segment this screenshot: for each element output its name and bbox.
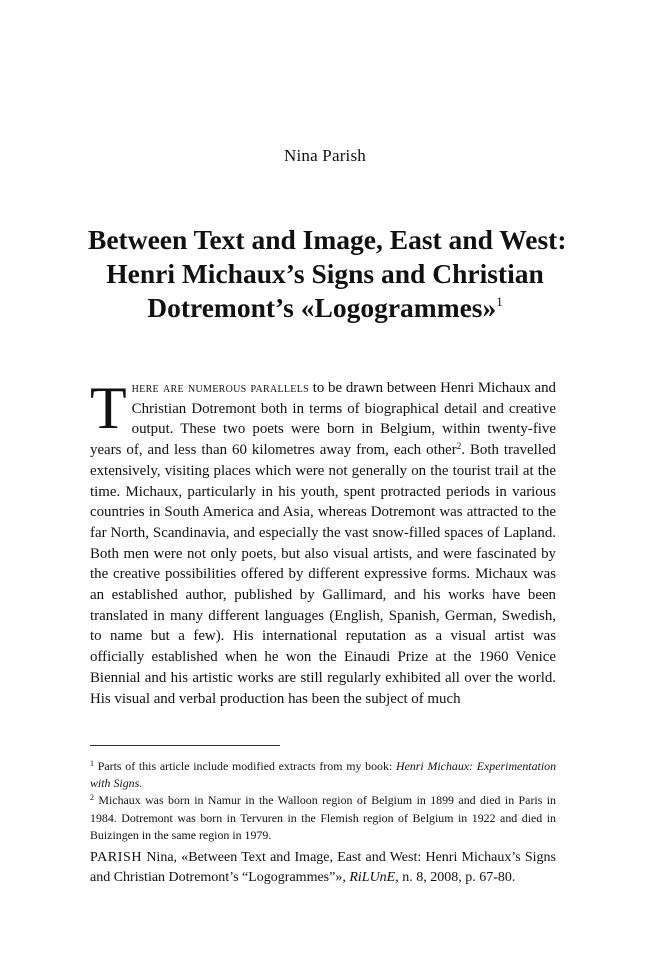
footnote-2 — [90, 792, 556, 844]
citation-journal: RiLUnE — [349, 869, 396, 885]
title-line-2: Henri Michaux’s Signs and Christian — [106, 258, 544, 289]
title-footnote-marker[interactable]: 1 — [496, 294, 503, 309]
title-line-1: Between Text and Image, East and West: — [88, 224, 567, 255]
footnote-2-mark: 2 — [90, 793, 94, 803]
footnote-1-book-title: Henri Michaux: Experimentation with Signs — [90, 759, 557, 791]
footnote-1 — [90, 758, 556, 792]
title-line-3-text: Dotremont’s «Logogrammes» — [147, 292, 497, 323]
body-text-part-1: to be drawn between Henri Michaux and Christian Dotremont both in terms of biographical detail and creative output. These two poets were born in Belgium, within twenty-five years of, and less than 60 kilometres away from, each other — [90, 380, 556, 459]
citation-text-before: Nina, «Between Text and Image, East and West: Henri Michaux’s Signs and Christian Dotremont’s “Logogrammes”», — [90, 850, 556, 885]
article-title — [88, 223, 567, 330]
citation — [90, 848, 556, 887]
author-name: Nina Parish — [284, 146, 366, 165]
footnote-1-text: Parts of this article include modified extracts from my book: — [94, 759, 396, 773]
lead-in-smallcaps: here are numerous parallels — [131, 380, 309, 396]
body-text-part-2: . Both travelled extensively, visiting places which were not generally on the tourist trail at the time. Michaux, particularly in his youth, spent protracted periods in various countries in South America and Asia, whereas Dotremont was attracted to the far North, Scandinavia, and especially the vast snow-filled spaces of Lapland. Both men were not only poets, but also visual artists, and were fascinated by the creative possibilities offered by different expressive forms. Michaux was an established author, published by Gallimard, and his works have been translated in many different languages (English, Spanish, German, Swedish, to name but a few). His international reputation as a visual artist was officially established when he won the Einaudi Prize at the 1960 Venice Biennial and his artistic works are still regularly exhibited all over the world. His visual and verbal production has been the subject of much — [90, 442, 556, 707]
footnote-divider — [90, 745, 280, 746]
title-line-3 — [88, 291, 562, 330]
body-paragraph — [90, 375, 556, 709]
footnote-2-text: Michaux was born in Namur in the Walloon region of Belgium in 1899 and died in Paris in 1984. Dotremont was born in Tervuren in the Flemish region of Belgium in 1922 and died in Buizingen in the same region in 1979. — [90, 793, 556, 842]
footnote-1-end: . — [139, 776, 143, 791]
footnotes — [90, 758, 556, 844]
citation-text-after: , n. 8, 2008, p. 67-80. — [395, 869, 516, 885]
body-footnote-marker[interactable]: 2 — [456, 441, 462, 452]
drop-cap: T — [90, 375, 127, 441]
citation-author: PARISH — [90, 850, 143, 865]
footnote-1-mark: 1 — [90, 759, 94, 768]
